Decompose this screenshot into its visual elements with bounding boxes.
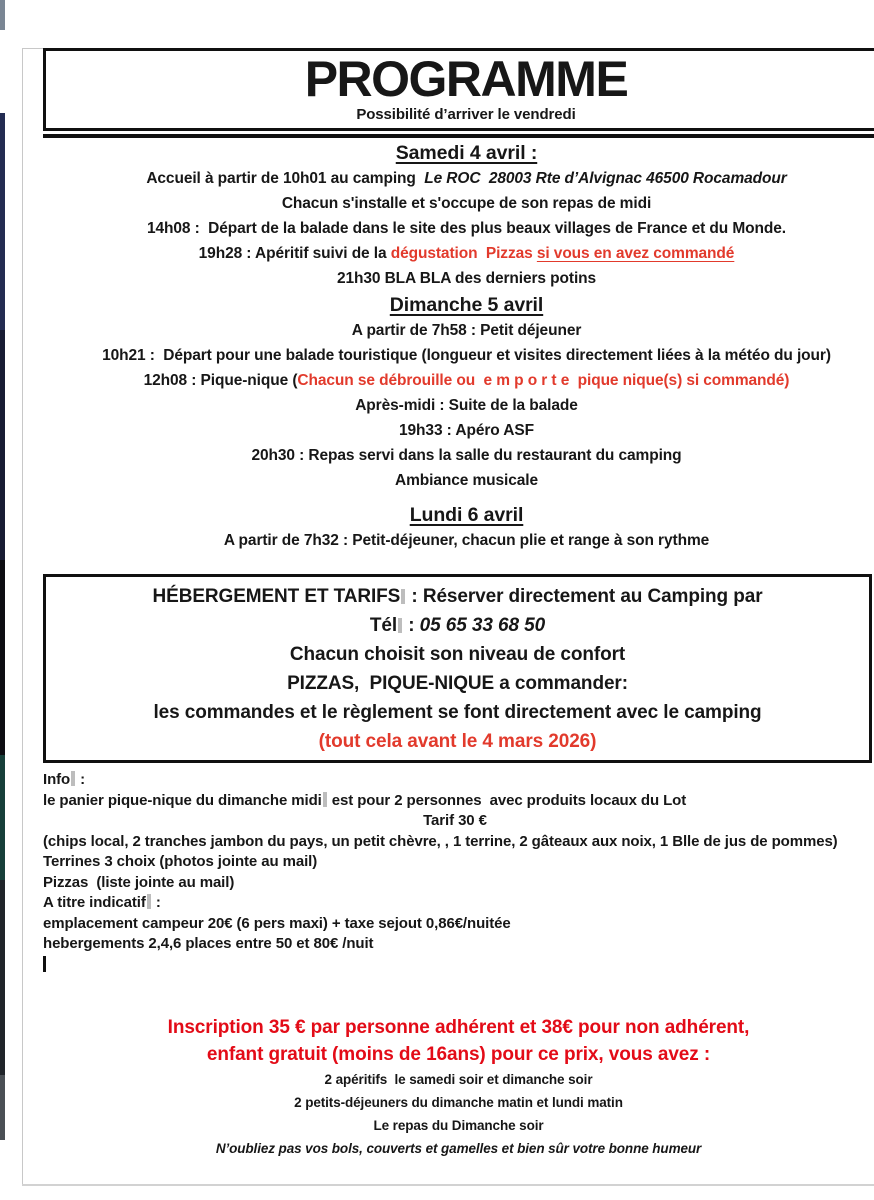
title-box [43,48,874,131]
background-window-edge [0,0,5,1200]
phone-number: 05 65 33 68 50 [419,615,546,636]
text-cursor [401,589,405,604]
text-cursor [398,618,402,633]
booking-comfort: Chacun choisit son niveau de confort [289,644,626,665]
registration-section [43,1014,874,1160]
saturday-walk: 14h08 : Départ de la balade dans le site des plus beaux villages de France et du Monde. [147,220,786,237]
registration-price-line1: Inscription 35 € par personne adhérent et 38€ pour non adhérent, [167,1017,750,1038]
sunday-apero: 19h33 : Apéro ASF [399,422,534,439]
caret-line [43,955,867,976]
saturday-section [43,140,874,291]
monday-section [43,502,874,553]
sunday-heading: Dimanche 5 avril [389,294,544,316]
sunday-tour: 10h21 : Départ pour une balade touristique (longueur et visites directement liées à la météo du jour) [102,347,831,364]
included-item: 2 apéritifs le samedi soir et dimanche soir [324,1072,593,1087]
info-picnic: le panier pique-nique du dimanche midi est pour 2 personnes avec produits locaux du Lot [43,791,687,809]
booking-phone: Tél : 05 65 33 68 50 [369,615,546,636]
monday-breakfast: A partir de 7h32 : Petit-déjeuner, chacun plie et range à son rythme [223,532,710,549]
page-boundary-bottom [22,1184,874,1186]
page-boundary-left [22,48,23,1185]
included-item: 2 petits-déjeuners du dimanche matin et lundi matin [294,1095,623,1110]
sunday-breakfast: A partir de 7h58 : Petit déjeuner [351,322,582,339]
text-cursor [323,792,327,807]
booking-box [43,574,872,763]
sunday-picnic: 12h08 : Pique-nique (Chacun se débrouille ou e m p o r t e pique nique(s) si commandé) [143,372,790,389]
info-section [43,770,867,975]
horizontal-rule [43,134,874,138]
text-cursor [71,771,75,786]
saturday-heading: Samedi 4 avril : [395,142,538,164]
text-caret [43,956,46,972]
booking-deadline: (tout cela avant le 4 mars 2026) [318,731,597,752]
saturday-settle: Chacun s'installe et s'occupe de son repas de midi [281,195,652,212]
booking-payment: les commandes et le règlement se font directement avec le camping [153,702,762,723]
info-contents: (chips local, 2 tranches jambon du pays, un petit chèvre, , 1 terrine, 2 gâteaux aux noix, 1 Blle de jus de pommes) [43,832,838,850]
registration-price-line2: enfant gratuit (moins de 16ans) pour ce prix, vous avez : [206,1044,711,1065]
text-cursor [147,894,151,909]
info-pizzas: Pizzas (liste jointe au mail) [43,873,235,891]
sunday-section [43,292,874,493]
page-boundary-top [22,48,44,49]
info-terrines: Terrines 3 choix (photos jointe au mail) [43,853,318,870]
included-item: Le repas du Dimanche soir [373,1118,544,1133]
info-tarif: Tarif 30 € [423,812,487,829]
info-camper: emplacement campeur 20€ (6 pers maxi) + taxe sejout 0,86€/nuitée [43,914,511,932]
info-lodging: hebergements 2,4,6 places entre 50 et 80€ /nuit [43,935,374,952]
saturday-aperitif: 19h28 : Apéritif suivi de la dégustation Pizzas si vous en avez commandé [198,245,735,262]
title-text: PROGRAMME [304,51,628,107]
camping-address: Le ROC 28003 Rte d’Alvignac 46500 Rocamadour [424,170,787,187]
info-indicative: A titre indicatif : [43,894,161,911]
saturday-arrival: Accueil à partir de 10h01 au camping Le ROC 28003 Rte d’Alvignac 46500 Rocamadour [146,170,787,187]
booking-order: PIZZAS, PIQUE-NIQUE a commander: [287,673,628,694]
sunday-music: Ambiance musicale [394,472,539,489]
booking-line1: HÉBERGEMENT ET TARIFS : Réserver directement au Camping par [152,586,763,607]
subtitle-text: Possibilité d’arriver le vendredi [356,106,576,123]
info-label: Info : [43,771,86,788]
sunday-dinner: 20h30 : Repas servi dans la salle du restaurant du camping [251,447,682,464]
page-subtitle [46,105,874,125]
page-title [46,53,874,105]
saturday-gossip: 21h30 BLA BLA des derniers potins [336,270,597,287]
reminder-note: N’oubliez pas vos bols, couverts et gamelles et bien sûr votre bonne humeur [215,1141,702,1156]
monday-heading: Lundi 6 avril [409,504,524,526]
sunday-afternoon: Après-midi : Suite de la balade [355,397,578,414]
